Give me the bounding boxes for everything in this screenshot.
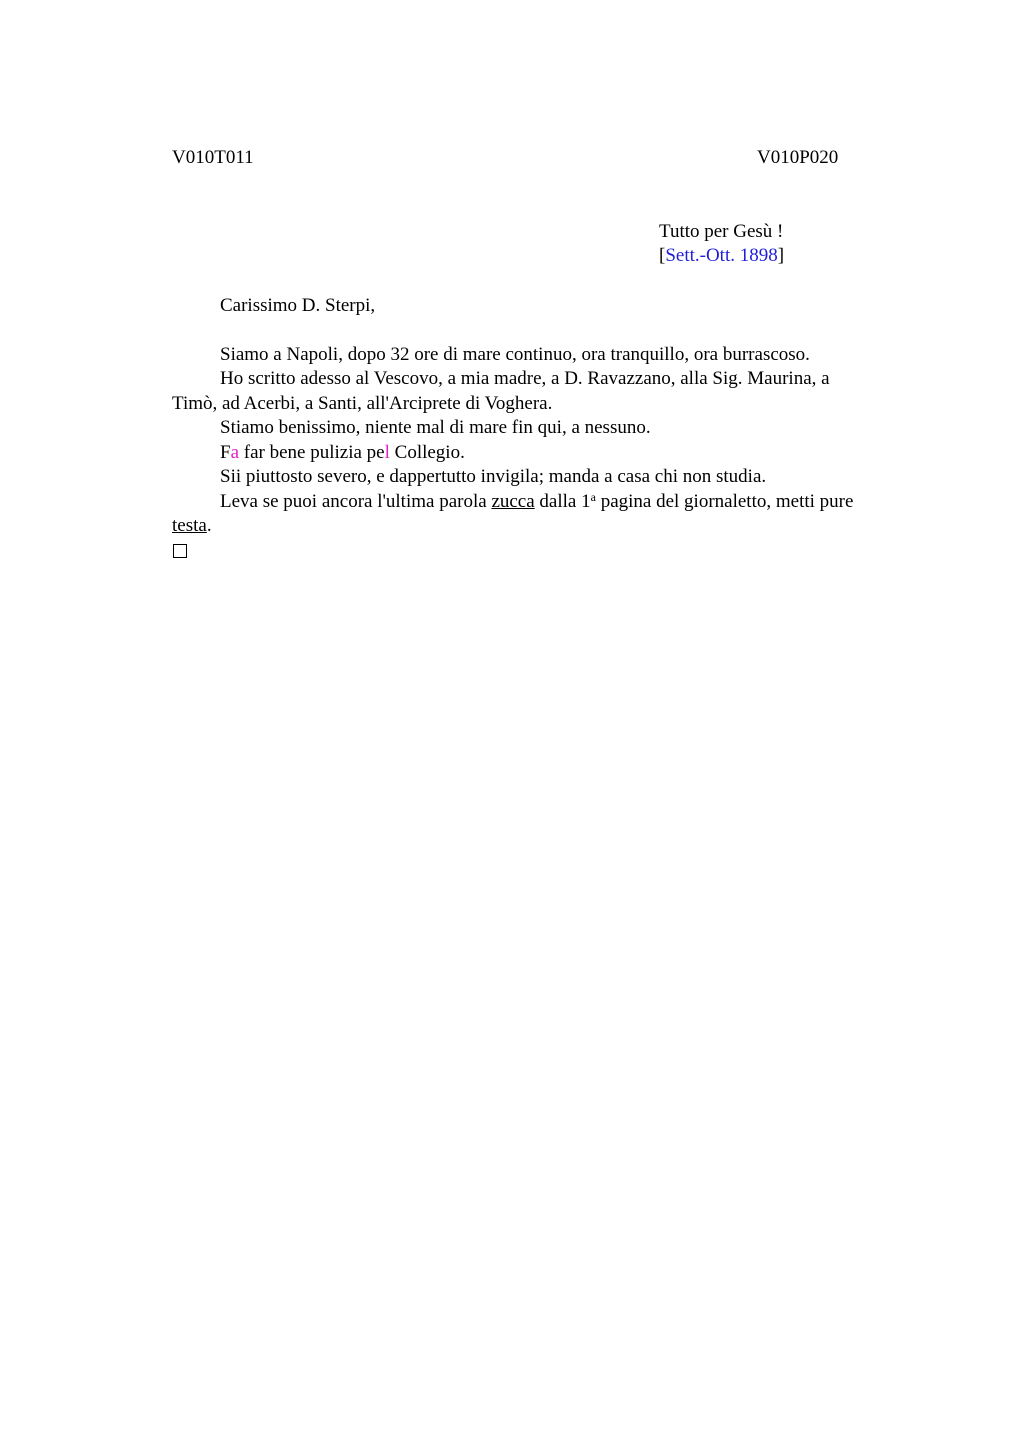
text-segment: dalla 1	[534, 490, 591, 512]
superscript: a	[590, 489, 596, 504]
text-segment: F	[220, 441, 231, 463]
underlined-word: zucca	[491, 490, 535, 512]
document-code-right: V010P020	[757, 147, 839, 168]
date-bracket-open: [	[659, 245, 666, 266]
date-bracket-close: ]	[777, 245, 785, 266]
text-segment: Leva se puoi ancora l'ultima parola	[220, 490, 492, 512]
underlined-word: testa	[172, 515, 207, 536]
salutation: Carissimo D. Sterpi,	[220, 295, 376, 316]
square-icon	[173, 544, 187, 558]
text-segment: far bene pulizia pe	[239, 441, 385, 463]
editorial-insert: l	[384, 441, 390, 463]
text-segment: Collegio.	[389, 441, 465, 463]
editorial-insert: a	[230, 441, 240, 463]
text-segment: .	[206, 515, 212, 536]
paragraph-6	[172, 490, 872, 539]
paragraph-1: Siamo a Napoli, dopo 32 ore di mare continuo, ora tranquillo, ora burrascoso.	[220, 343, 810, 365]
letter-body	[172, 294, 872, 558]
motto: Tutto per Gesù !	[659, 221, 784, 242]
paragraph-3: Stiamo benissimo, niente mal di mare fin qui, a nessuno.	[220, 417, 651, 438]
paragraph-5: Sii piuttosto severo, e dappertutto invigila; manda a casa chi non studia.	[220, 466, 767, 487]
letter-date: Sett.-Ott. 1898	[665, 245, 778, 266]
date-line	[659, 244, 784, 268]
paragraph-2: Ho scritto adesso al Vescovo, a mia madre, a D. Ravazzano, alla Sig. Maurina, a Timò, ad Acerbi, a Santi, all'Arciprete di Voghera.	[172, 368, 830, 414]
document-code-left: V010T011	[172, 147, 254, 168]
text-segment: pagina del giornaletto, metti pure	[595, 490, 854, 512]
paragraph-4	[172, 441, 872, 466]
